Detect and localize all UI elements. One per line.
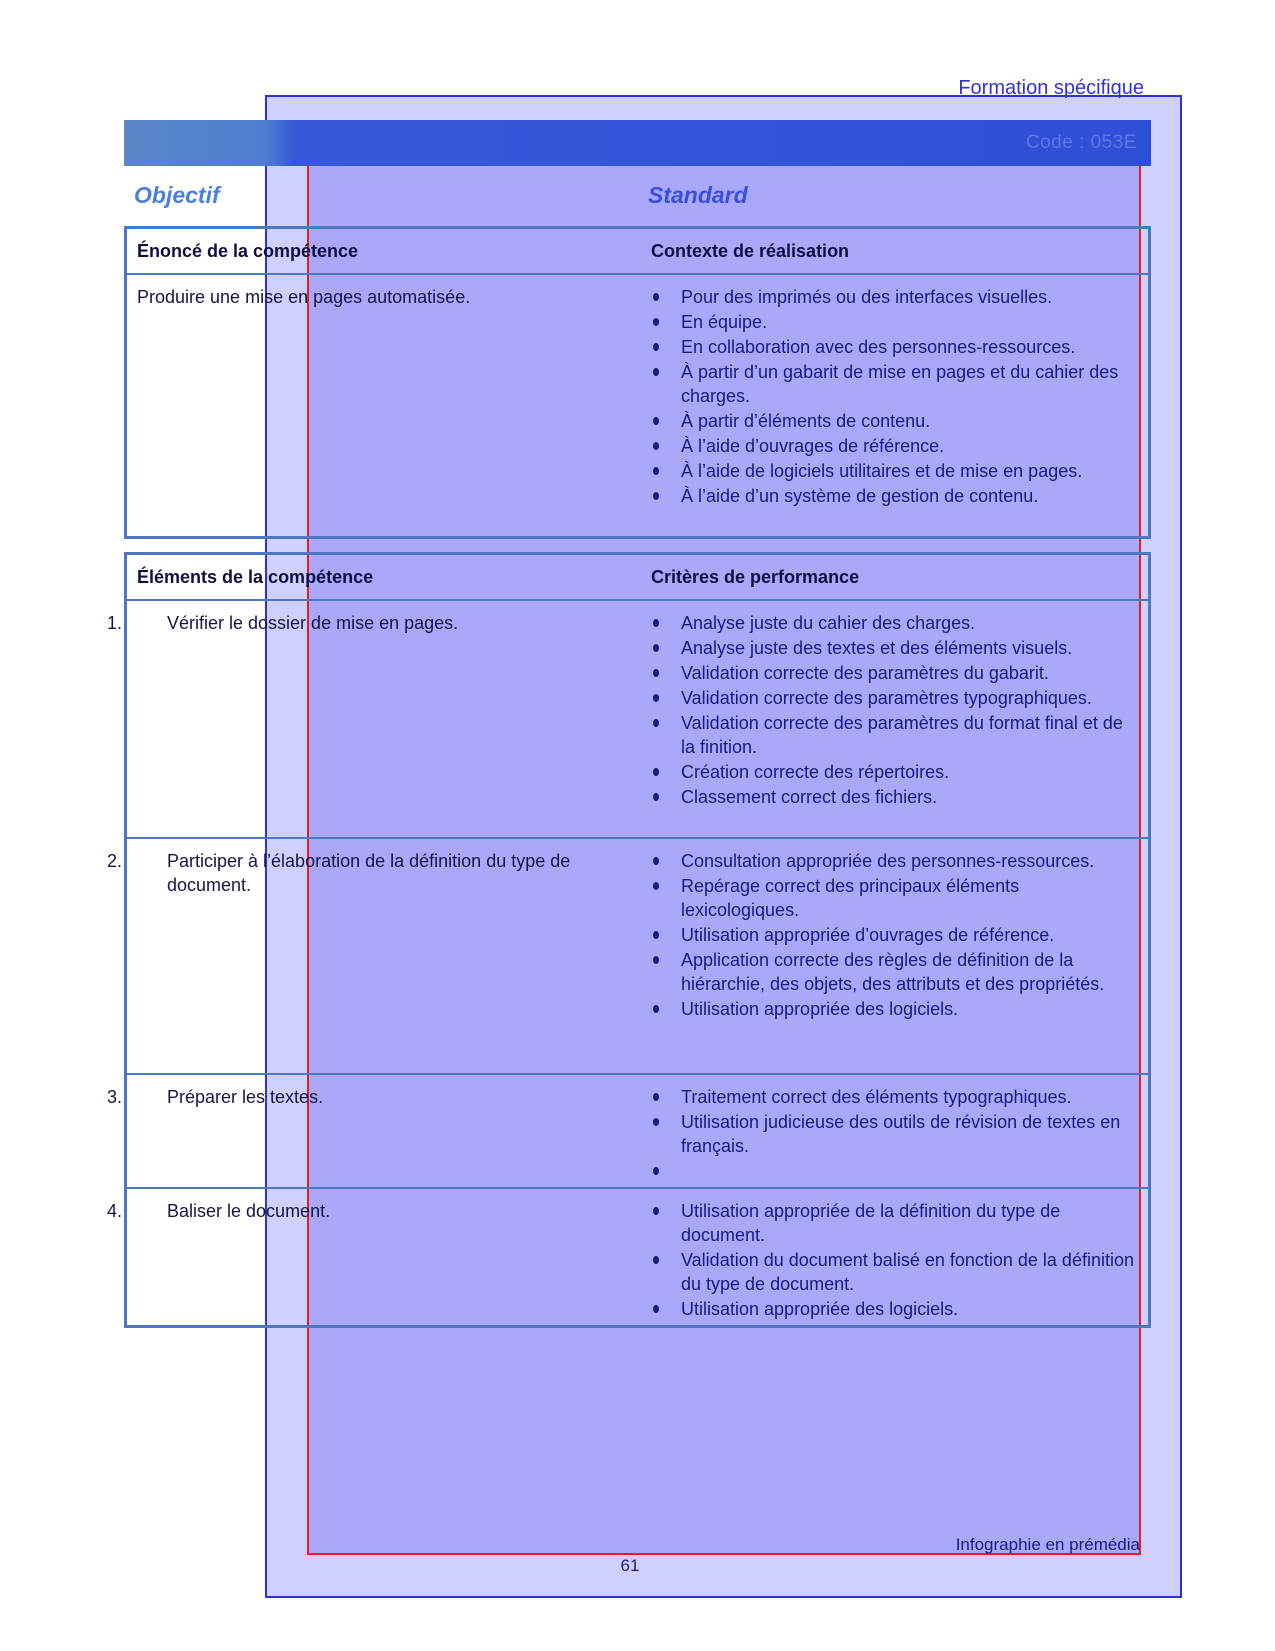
context-item: En équipe. [651, 310, 1141, 334]
element-row-2 [107, 839, 1148, 1075]
competence-statement: Produire une mise en pages automatisée. [137, 287, 471, 307]
criteria-list [651, 611, 1141, 810]
criteria-item: Analyse juste du cahier des charges. [651, 611, 1141, 635]
standard-title: Standard [648, 182, 748, 208]
criteria-item: Utilisation appropriée des logiciels. [651, 1297, 1141, 1321]
criteria-list [651, 1199, 1141, 1322]
element-text: Baliser le document. [167, 1201, 331, 1221]
program-name-footer: Infographie en prémédia [955, 1535, 1140, 1554]
element-number: 2. [107, 851, 123, 871]
criteria-item: Création correcte des répertoires. [651, 760, 1141, 784]
competence-table-header [127, 229, 1148, 275]
context-item: Pour des imprimés ou des interfaces visuelles. [651, 285, 1141, 309]
statement-header: Énoncé de la compétence [137, 241, 359, 261]
criteria-item: Analyse juste des textes et des éléments visuels. [651, 636, 1141, 660]
criteria-item: Validation correcte des paramètres du gabarit. [651, 661, 1141, 685]
criteria-item: Classement correct des fichiers. [651, 785, 1141, 809]
criteria-item: Application correcte des règles de définition de la hiérarchie, des objets, des attributs et des propriétés. [651, 948, 1141, 996]
criteria-item: Traitement correct des éléments typographiques. [651, 1085, 1141, 1109]
element-text: Vérifier le dossier de mise en pages. [167, 613, 459, 633]
element-number: 4. [107, 1201, 123, 1221]
context-item: À l’aide de logiciels utilitaires et de mise en pages. [651, 459, 1141, 483]
criteria-item: Validation correcte des paramètres typographiques. [651, 686, 1141, 710]
context-item: À partir d’éléments de contenu. [651, 409, 1141, 433]
element-text: Participer à l’élaboration de la définition du type de document. [167, 851, 571, 895]
criteria-header: Critères de performance [651, 567, 860, 587]
criteria-item-empty [651, 1159, 1141, 1183]
criteria-list [651, 849, 1141, 1022]
program-section-label: Formation spécifique [958, 77, 1144, 99]
elements-table-header [127, 555, 1148, 601]
context-list [651, 285, 1141, 509]
objective-title: Objectif [134, 182, 220, 208]
criteria-item: Utilisation appropriée de la définition du type de document. [651, 1199, 1141, 1247]
element-text: Préparer les textes. [167, 1087, 324, 1107]
competence-table [124, 226, 1151, 539]
criteria-item: Consultation appropriée des personnes-ressources. [651, 849, 1141, 873]
page-number: 61 [620, 1556, 640, 1575]
context-item: En collaboration avec des personnes-ressources. [651, 335, 1141, 359]
elements-header: Éléments de la compétence [137, 567, 374, 587]
course-code: Code : 053E [1025, 132, 1137, 153]
context-item: À l’aide d’un système de gestion de contenu. [651, 484, 1141, 508]
criteria-item: Utilisation appropriée des logiciels. [651, 997, 1141, 1021]
criteria-item: Utilisation judicieuse des outils de révision de textes en français. [651, 1110, 1141, 1158]
criteria-list [651, 1085, 1141, 1184]
elements-table [107, 552, 1151, 1328]
criteria-item: Repérage correct des principaux éléments lexicologiques. [651, 874, 1141, 922]
context-header: Contexte de réalisation [651, 241, 850, 261]
element-row-4 [107, 1189, 1148, 1319]
criteria-item: Utilisation appropriée d’ouvrages de référence. [651, 923, 1141, 947]
context-item: À partir d’un gabarit de mise en pages et du cahier des charges. [651, 360, 1141, 408]
context-item: À l’aide d’ouvrages de référence. [651, 434, 1141, 458]
competence-row [127, 275, 1148, 537]
header-band [124, 120, 1151, 166]
element-number: 1. [107, 613, 123, 633]
element-number: 3. [107, 1087, 123, 1107]
criteria-item: Validation correcte des paramètres du format final et de la finition. [651, 711, 1141, 759]
element-row-3 [107, 1075, 1148, 1189]
criteria-item: Validation du document balisé en fonction de la définition du type de document. [651, 1248, 1141, 1296]
element-row-1 [107, 601, 1148, 839]
